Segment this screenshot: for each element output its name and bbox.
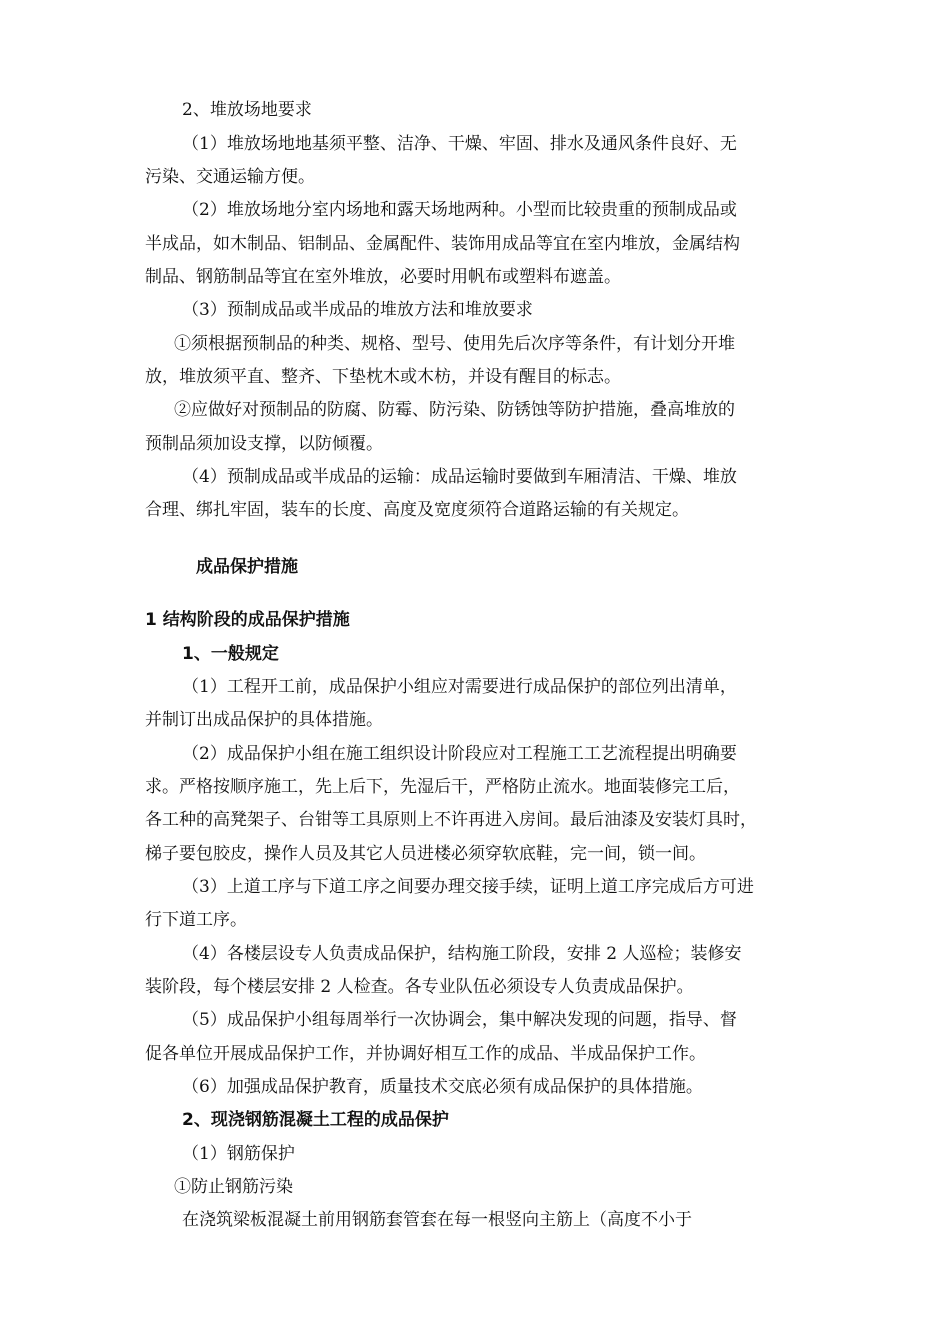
text-line: 装阶段，每个楼层安排 2 人检查。各专业队伍必须设专人负责成品保护。 [145, 977, 694, 997]
subsection-heading: 2、现浇钢筋混凝土工程的成品保护 [182, 1110, 449, 1130]
section-heading: 1 结构阶段的成品保护措施 [145, 610, 350, 630]
text-line: （1）工程开工前，成品保护小组应对需要进行成品保护的部位列出清单， [182, 677, 737, 697]
text-line: 半成品，如木制品、铝制品、金属配件、装饰用成品等宜在室内堆放，金属结构 [145, 234, 740, 254]
section-heading: 成品保护措施 [196, 557, 298, 577]
text-line: 在浇筑梁板混凝土前用钢筋套管套在每一根竖向主筋上（高度不小于 [182, 1210, 692, 1230]
text-line: （1）堆放场地地基须平整、洁净、干燥、牢固、排水及通风条件良好、无 [182, 134, 737, 154]
text-line: 合理、绑扎牢固，装车的长度、高度及宽度须符合道路运输的有关规定。 [145, 500, 689, 520]
text-line: （6）加强成品保护教育，质量技术交底必须有成品保护的具体措施。 [182, 1077, 703, 1097]
text-line: （3）预制成品或半成品的堆放方法和堆放要求 [182, 300, 533, 320]
text-line: 求。严格按顺序施工，先上后下，先湿后干，严格防止流水。地面装修完工后， [145, 777, 740, 797]
text-line: 梯子要包胶皮，操作人员及其它人员进楼必须穿软底鞋，完一间，锁一间。 [145, 844, 706, 864]
text-line: ①防止钢筋污染 [174, 1177, 293, 1197]
text-line: （4）预制成品或半成品的运输：成品运输时要做到车厢清洁、干燥、堆放 [182, 467, 737, 487]
text-line: 各工种的高凳架子、台钳等工具原则上不许再进入房间。最后油漆及安装灯具时， [145, 810, 757, 830]
text-line: 制品、钢筋制品等宜在室外堆放，必要时用帆布或塑料布遮盖。 [145, 267, 621, 287]
text-line: （3）上道工序与下道工序之间要办理交接手续，证明上道工序完成后方可进 [182, 877, 754, 897]
text-line: （1）钢筋保护 [182, 1144, 295, 1164]
text-line: 促各单位开展成品保护工作，并协调好相互工作的成品、半成品保护工作。 [145, 1044, 706, 1064]
text-line: 放，堆放须平直、整齐、下垫枕木或木枋，并设有醒目的标志。 [145, 367, 621, 387]
text-line: 2、堆放场地要求 [182, 100, 312, 120]
subsection-heading: 1、一般规定 [182, 644, 279, 664]
text-line: （2）成品保护小组在施工组织设计阶段应对工程施工工艺流程提出明确要 [182, 744, 737, 764]
text-line: 并制订出成品保护的具体措施。 [145, 710, 383, 730]
text-line: （4）各楼层设专人负责成品保护，结构施工阶段，安排 2 人巡检；装修安 [182, 944, 742, 964]
text-line: （5）成品保护小组每周举行一次协调会，集中解决发现的问题，指导、督 [182, 1010, 737, 1030]
text-line: 行下道工序。 [145, 910, 247, 930]
text-line: 预制品须加设支撑，以防倾覆。 [145, 434, 383, 454]
text-line: ②应做好对预制品的防腐、防霉、防污染、防锈蚀等防护措施，叠高堆放的 [174, 400, 735, 420]
text-line: ①须根据预制品的种类、规格、型号、使用先后次序等条件，有计划分开堆 [174, 334, 735, 354]
text-line: （2）堆放场地分室内场地和露天场地两种。小型而比较贵重的预制成品或 [182, 200, 737, 220]
text-line: 污染、交通运输方便。 [145, 167, 315, 187]
